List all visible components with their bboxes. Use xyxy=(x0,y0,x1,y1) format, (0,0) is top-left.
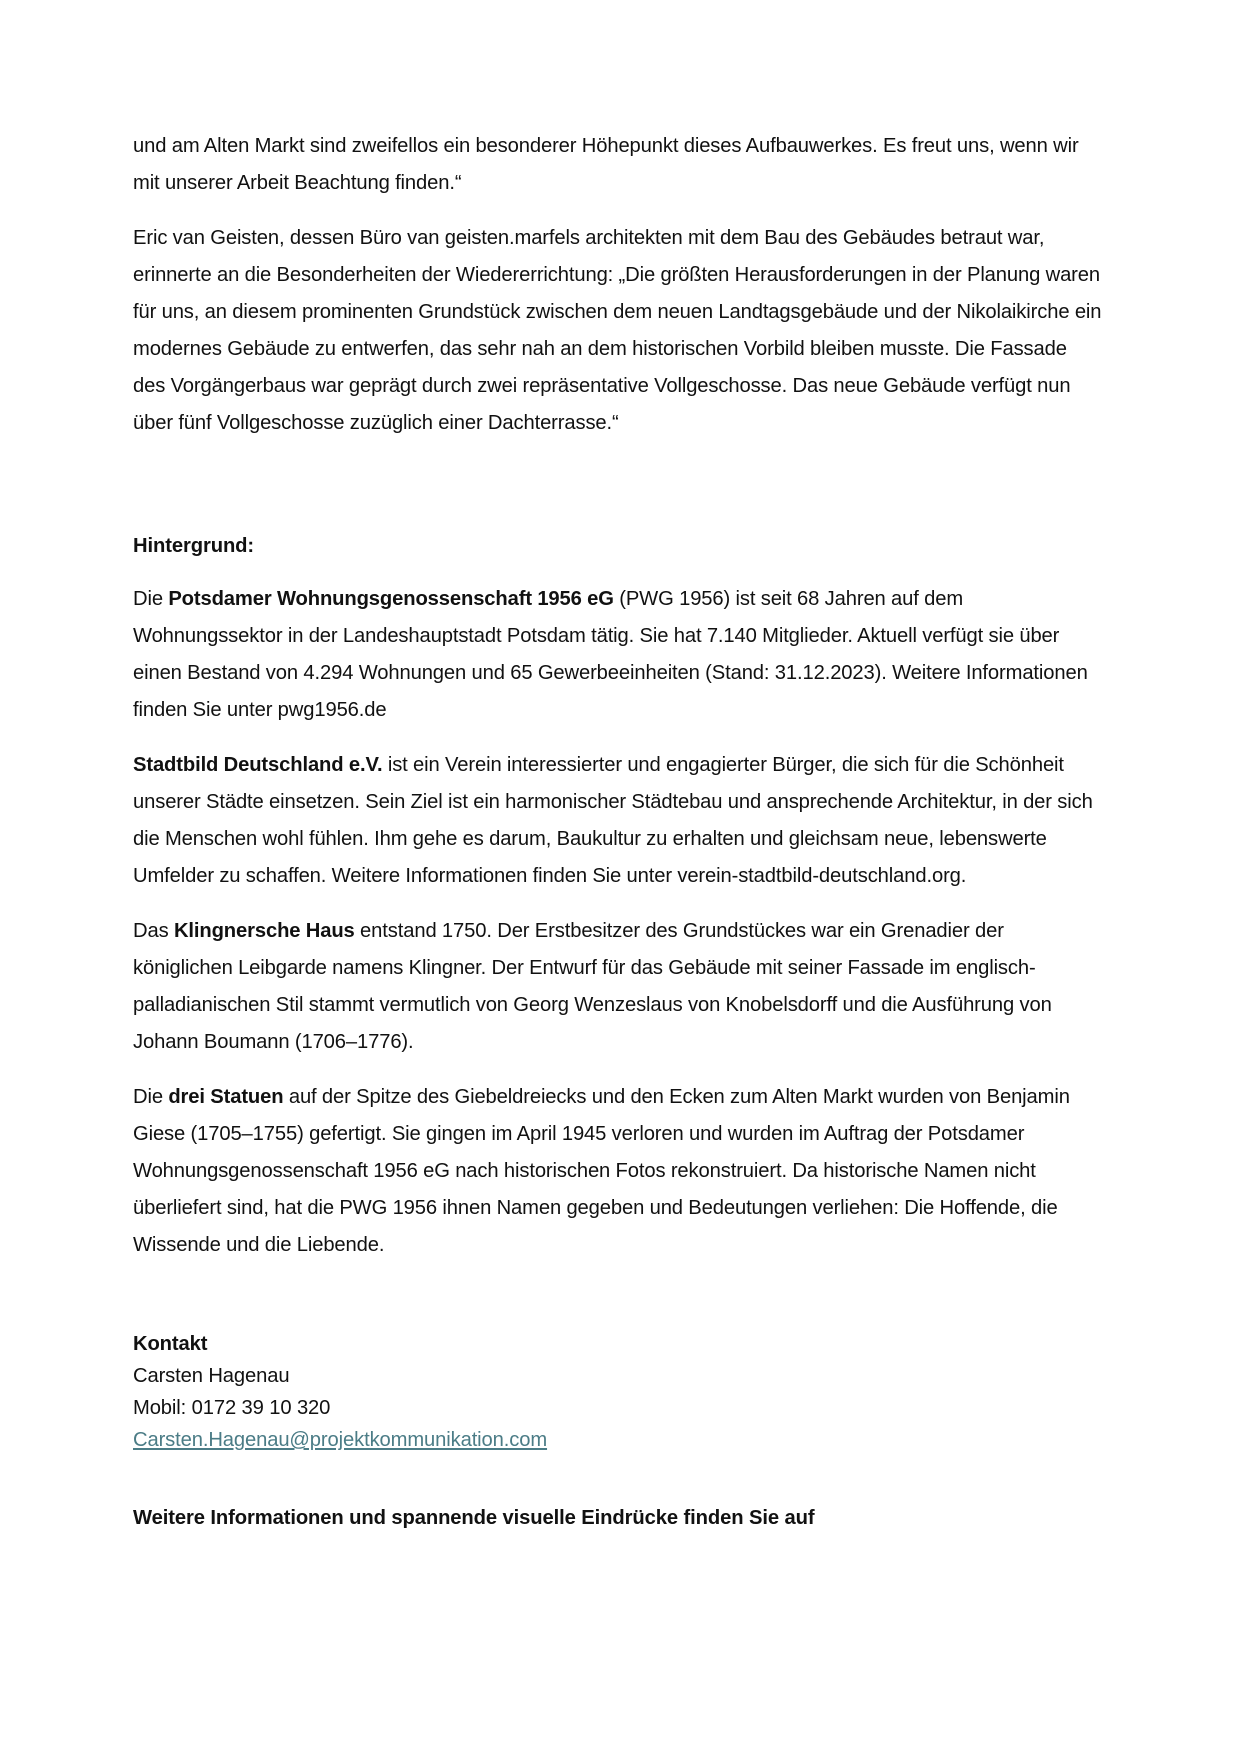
stadtbild-text-rest: ist ein Verein interessierter und engagierter Bürger, die sich für die Schönheit unserer Städte einsetzen. Sein Ziel ist ein harmonischer Städtebau und ansprechende Architektur, in der sich die Menschen wohl fühlen. Ihm gehe es darum, Baukultur zu erhalten und gleichsam neue, lebenswerte Umfelder zu schaffen. Weitere Informationen finden Sie unter verein-stadtbild-deutschland.org. xyxy=(133,754,1093,887)
paragraph-drei-statuen xyxy=(133,1079,1103,1264)
paragraph-stadtbild-deutschland xyxy=(133,747,1103,895)
paragraph-pwg-1956 xyxy=(133,581,1103,729)
contact-name: Carsten Hagenau xyxy=(133,1365,290,1387)
contact-block xyxy=(133,1328,1103,1456)
pwg-company-name: Potsdamer Wohnungsgenossenschaft 1956 eG xyxy=(168,588,614,610)
section-spacer-closing xyxy=(133,1456,1103,1502)
section-spacer-hintergrund xyxy=(133,460,1103,528)
document-body xyxy=(133,128,1103,1534)
paragraph-aufbauwerk: und am Alten Markt sind zweifellos ein besonderer Höhepunkt dieses Aufbauwerkes. Es freut uns, wenn wir mit unserer Arbeit Beachtung finden.“ xyxy=(133,135,1079,194)
paragraph-van-geisten: Eric van Geisten, dessen Büro van geisten.marfels architekten mit dem Bau des Gebäudes betraut war, erinnerte an die Besonderheiten der Wiedererrichtung: „Die größten Herausforderungen in der Planung waren für uns, an diesem prominenten Grundstück zwischen dem neuen Landtagsgebäude und der Nikolaikirche ein modernes Gebäude zu entwerfen, das sehr nah an dem historischen Vorbild bleiben musste. Die Fassade des Vorgängerbaus war geprägt durch zwei repräsentative Vollgeschosse. Das neue Gebäude verfügt nun über fünf Vollgeschosse zuzüglich einer Dachterrasse.“ xyxy=(133,227,1102,434)
section-spacer-kontakt xyxy=(133,1282,1103,1328)
klingner-house-name: Klingnersche Haus xyxy=(173,920,355,942)
contact-mobile: Mobil: 0172 39 10 320 xyxy=(133,1397,331,1419)
heading-hintergrund: Hintergrund: xyxy=(133,535,255,557)
klingner-text-rest: entstand 1750. Der Erstbesitzer des Grundstückes war ein Grenadier der königlichen Leibgarde namens Klingner. Der Entwurf für das Gebäude mit seiner Fassade im englisch-palladianischen Stil stammt vermutlich von Georg Wenzeslaus von Knobelsdorff und die Ausführung von Johann Boumann (1706–1776). xyxy=(133,920,1052,1053)
contact-email-link[interactable]: Carsten.Hagenau@projektkommunikation.com xyxy=(133,1429,548,1451)
statuen-text-rest: auf der Spitze des Giebeldreiecks und den Ecken zum Alten Markt wurden von Benjamin Giese (1705–1755) gefertigt. Sie gingen im April 1945 verloren und wurden im Auftrag der Potsdamer Wohnungsgenossenschaft 1956 eG nach historischen Fotos rekonstruiert. Da historische Namen nicht überliefert sind, hat die PWG 1956 ihnen Namen gegeben und Bedeutungen verliehen: Die Hoffende, die Wissende und die Liebende. xyxy=(133,1086,1070,1256)
statuen-text-lead: Die xyxy=(133,1086,169,1108)
klingner-text-lead: Das xyxy=(133,920,174,942)
stadtbild-org-name: Stadtbild Deutschland e.V. xyxy=(133,754,383,776)
closing-line: Weitere Informationen und spannende visuelle Eindrücke finden Sie auf xyxy=(133,1507,815,1529)
statuen-highlight: drei Statuen xyxy=(168,1086,284,1108)
contact-email-line xyxy=(133,1424,1103,1456)
contact-heading: Kontakt xyxy=(133,1333,208,1355)
pwg-text-rest: (PWG 1956) ist seit 68 Jahren auf dem Wohnungssektor in der Landeshauptstadt Potsdam tätig. Sie hat 7.140 Mitglieder. Aktuell verfügt sie über einen Bestand von 4.294 Wohnungen und 65 Gewerbeeinheiten (Stand: 31.12.2023). Weitere Informationen finden Sie unter pwg1956.de xyxy=(133,588,1088,721)
pwg-text-lead: Die xyxy=(133,588,169,610)
paragraph-klingnersche-haus xyxy=(133,913,1103,1061)
